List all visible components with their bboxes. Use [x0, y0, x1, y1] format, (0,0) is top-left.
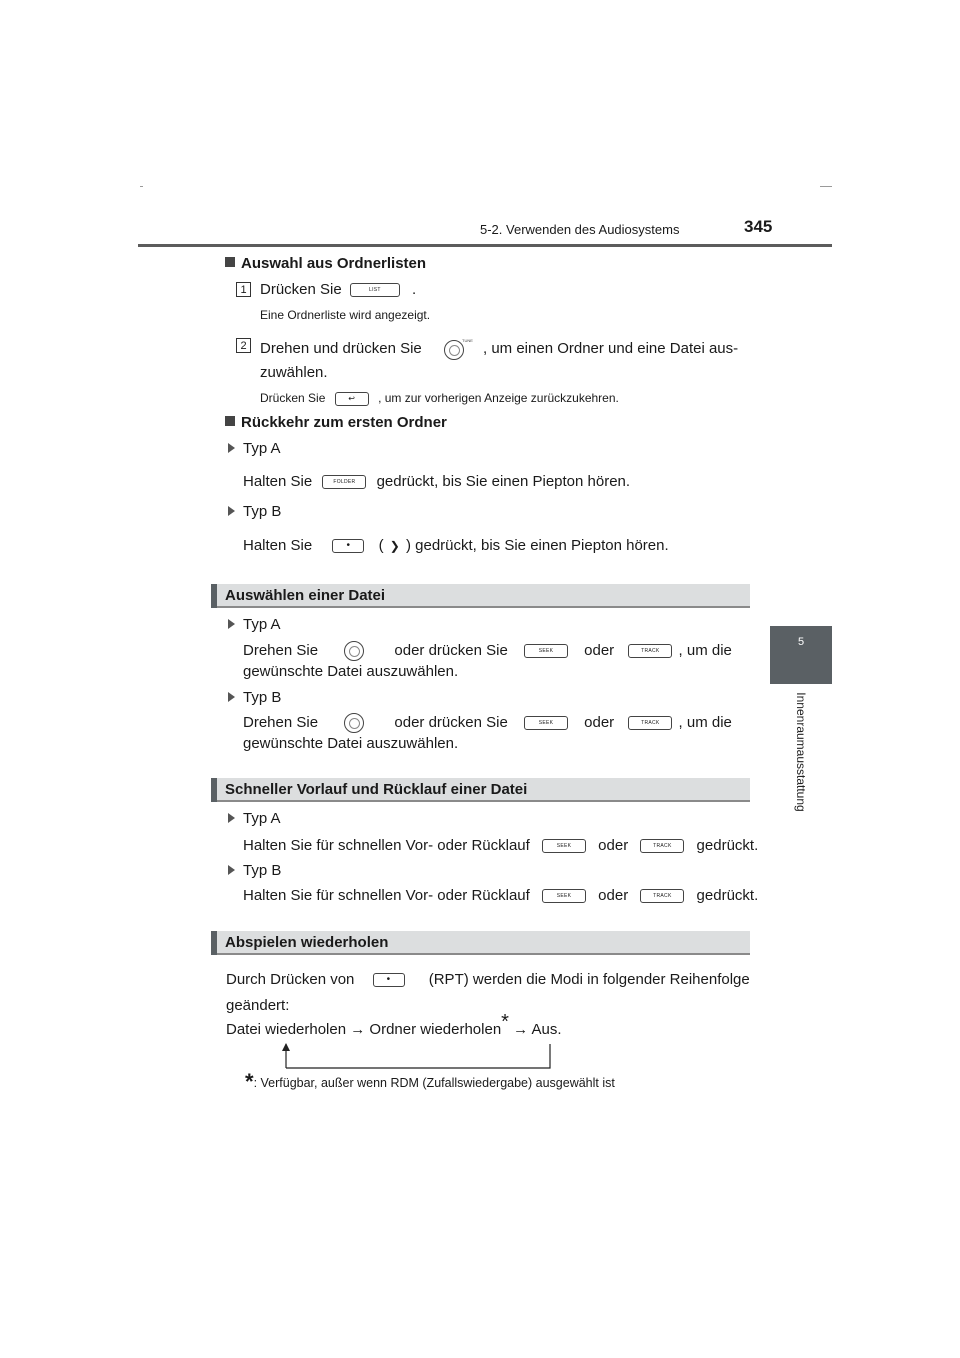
step-1-number: 1: [236, 282, 251, 297]
datei-b-line1: Drehen Sie oder drücken Sie SEEK oder TRACK , um die: [243, 713, 732, 733]
step-2-text-b: , um einen Ordner und eine Datei aus-: [483, 340, 739, 357]
triangle-bullet-icon: [228, 813, 235, 823]
step-1-note: Eine Ordnerliste wird angezeigt.: [260, 308, 431, 322]
section-title: Abspielen wiederholen: [225, 934, 389, 951]
footnote: *: Verfügbar, außer wenn RDM (Zufallswiedergabe) ausgewählt ist: [245, 1069, 615, 1094]
chevron-right-icon: ❯: [389, 539, 400, 553]
triangle-bullet-icon: [228, 443, 235, 453]
step-2-text-a: Drehen und drücken Sie: [260, 340, 422, 357]
header-rule: [138, 244, 832, 247]
triangle-bullet-icon: [228, 506, 235, 516]
list-button-icon: LIST: [350, 283, 400, 297]
seek-button-icon: SEEK: [542, 839, 586, 853]
back-button-icon: ↩: [335, 392, 369, 406]
seek-button-icon: SEEK: [524, 716, 568, 730]
rueckkehr-typ-a-text: Halten Sie FOLDER gedrückt, bis Sie einen Piepton hören.: [243, 473, 631, 490]
datei-typ-b: Typ B: [228, 688, 281, 708]
subheading-rueckkehr: Rückkehr zum ersten Ordner: [225, 413, 447, 433]
step-2-note: Drücken Sie ↩ , um zur vorherigen Anzeige zurückzukehren.: [260, 391, 619, 405]
loop-back-arrow: [278, 1042, 558, 1072]
tune-knob-icon: [444, 340, 464, 360]
chapter-label: Innenraumausstattung: [794, 692, 808, 812]
triangle-bullet-icon: [228, 619, 235, 629]
section-title: Schneller Vorlauf und Rücklauf einer Datei: [225, 781, 528, 798]
section-wiederholen: [211, 931, 750, 955]
vorlauf-typ-b: Typ B: [228, 861, 281, 881]
crop-mark-right: [820, 186, 832, 187]
step-1-text: Drücken Sie LIST .: [260, 281, 417, 298]
page-number: 345: [744, 217, 773, 236]
track-button-icon: TRACK: [640, 889, 684, 903]
wiederholen-line2: geändert:: [226, 997, 290, 1014]
section-bar: [211, 931, 217, 955]
section-bar: [211, 778, 217, 802]
section-title: Auswählen einer Datei: [225, 587, 386, 604]
step-2-number: 2: [236, 338, 251, 353]
chapter-number: 5: [797, 636, 805, 648]
section-vorlauf: [211, 778, 750, 802]
folder-button-icon: FOLDER: [322, 475, 366, 489]
datei-a-line2: gewünschte Datei auszuwählen.: [243, 663, 459, 680]
knob-label: TUNE: [462, 338, 473, 343]
datei-b-line2: gewünschte Datei auszuwählen.: [243, 735, 459, 752]
header-section: 5-2. Verwenden des Audiosystems: [480, 222, 680, 237]
track-button-icon: TRACK: [628, 716, 672, 730]
square-bullet-icon: [225, 257, 235, 267]
rueckkehr-typ-b: Typ B: [228, 502, 281, 522]
subheading-ordnerlisten: Auswahl aus Ordnerlisten: [225, 254, 426, 274]
datei-typ-a: Typ A: [228, 615, 281, 635]
crop-mark-left: [140, 186, 143, 187]
wiederholen-line3: Datei wiederholen → Ordner wiederholen* → Aus.: [226, 1011, 562, 1038]
track-button-icon: TRACK: [628, 644, 672, 658]
wiederholen-line1: Durch Drücken von • (RPT) werden die Modi in folgender Reihenfolge: [226, 971, 750, 988]
square-bullet-icon: [225, 416, 235, 426]
track-button-icon: TRACK: [640, 839, 684, 853]
rueckkehr-typ-b-text: Halten Sie • ( ❯ ) gedrückt, bis Sie einen Piepton hören.: [243, 537, 669, 554]
preset-button-icon: •: [373, 973, 405, 987]
vorlauf-a-line: Halten Sie für schnellen Vor- oder Rücklauf SEEK oder TRACK gedrückt.: [243, 837, 759, 854]
section-bar: [211, 584, 217, 608]
section-auswaehlen: [211, 584, 750, 608]
step-2-text-c: zuwählen.: [260, 364, 328, 381]
seek-button-icon: SEEK: [524, 644, 568, 658]
triangle-bullet-icon: [228, 692, 235, 702]
seek-button-icon: SEEK: [542, 889, 586, 903]
tune-knob-icon: [344, 641, 364, 661]
vorlauf-b-line: Halten Sie für schnellen Vor- oder Rücklauf SEEK oder TRACK gedrückt.: [243, 887, 759, 904]
rueckkehr-typ-a: Typ A: [228, 439, 281, 459]
triangle-bullet-icon: [228, 865, 235, 875]
datei-a-line1: Drehen Sie oder drücken Sie SEEK oder TRACK , um die: [243, 641, 732, 661]
preset-button-icon: •: [332, 539, 364, 553]
vorlauf-typ-a: Typ A: [228, 809, 281, 829]
tune-knob-icon: [344, 713, 364, 733]
chapter-tab: [770, 626, 832, 684]
